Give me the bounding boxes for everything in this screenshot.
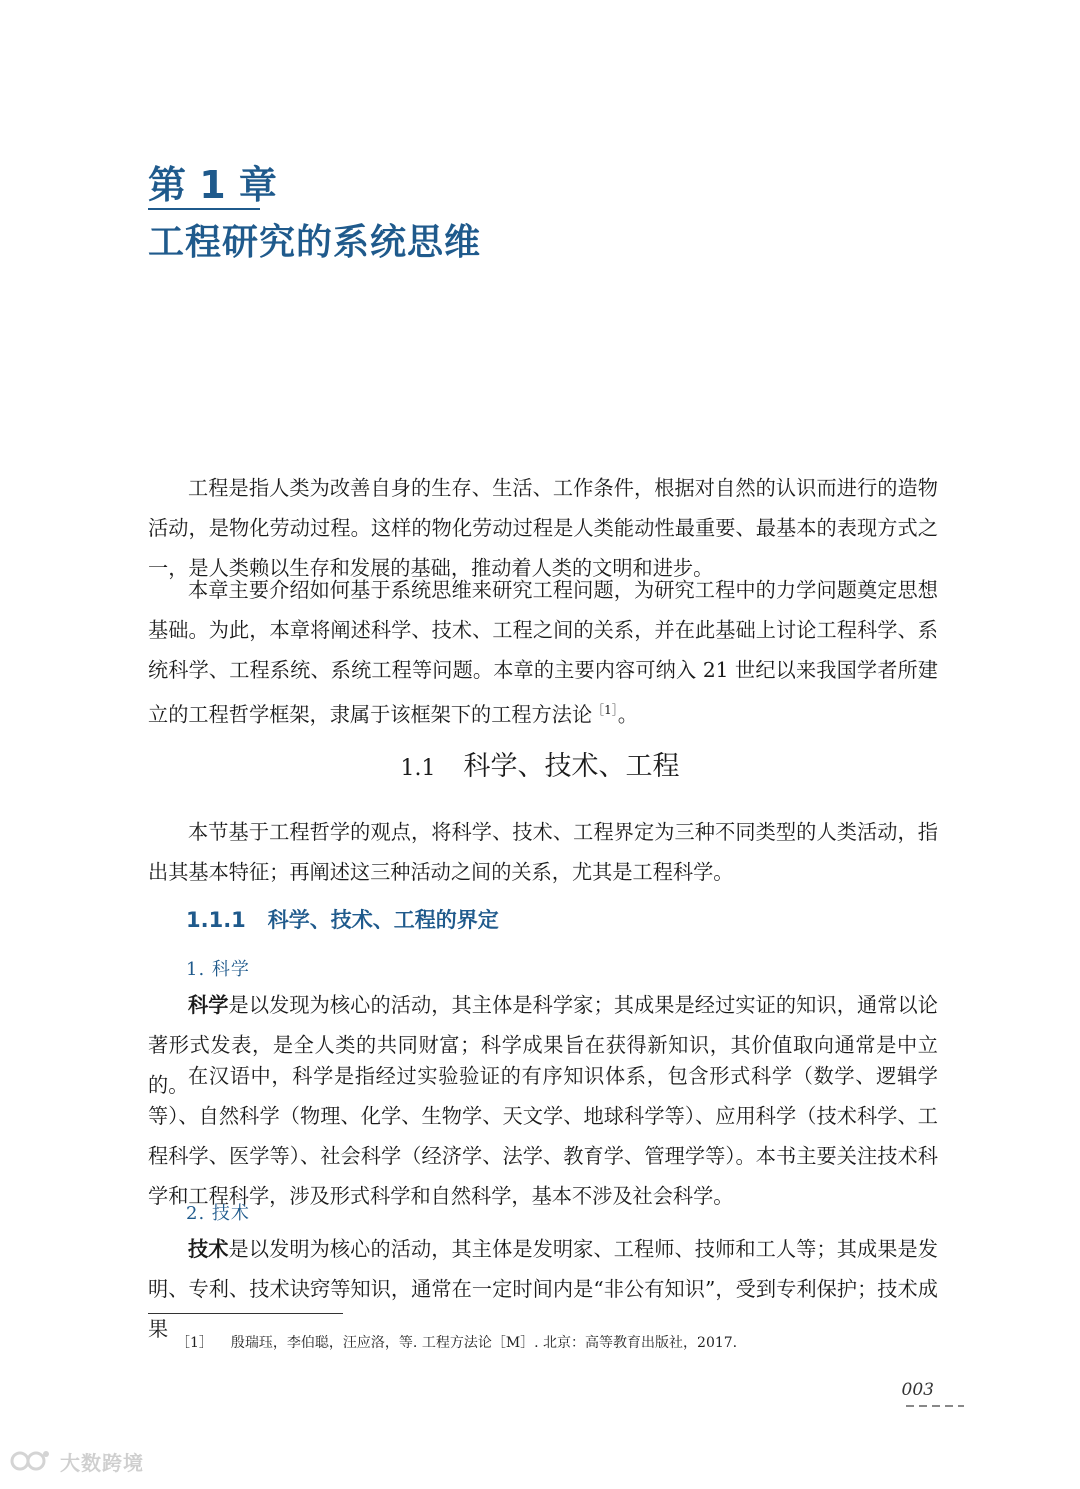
technology-paragraph-1-text: 是以发明为核心的活动，其主体是发明家、工程师、技师和工人等；其成果是发明、专利、技术诀窍等知识，通常在一定时间内是“非公有知识”，受到专利保护；技术成果	[148, 1237, 938, 1341]
intro-paragraph-2	[148, 570, 938, 735]
chapter-title: 工程研究的系统思维	[148, 222, 482, 263]
technology-paragraph-1	[148, 1229, 938, 1349]
section-title: 科学、技术、工程	[463, 751, 680, 782]
page-number: 003	[901, 1380, 934, 1400]
item-heading-science: 1. 科学	[186, 959, 250, 980]
science-paragraph-1-text: 是以发现为核心的活动，其主体是科学家；其成果是经过实证的知识，通常以论著形式发表，是全人类的共同财富；科学成果旨在获得新知识，其价值取向通常是中立的。	[148, 993, 938, 1097]
chapter-rule	[148, 208, 260, 210]
subsection-number: 1.1.1	[186, 908, 246, 932]
section-number: 1.1	[400, 756, 436, 781]
footnote	[176, 1332, 737, 1354]
section-intro-paragraph: 本节基于工程哲学的观点，将科学、技术、工程界定为三种不同类型的人类活动，指出其基本特征；再阐述这三种活动之间的关系，尤其是工程科学。	[148, 820, 938, 884]
subsection-title: 科学、技术、工程的界定	[267, 908, 499, 932]
technology-term: 技术	[188, 1237, 229, 1261]
intro-paragraph-1: 工程是指人类为改善自身的生存、生活、工作条件，根据对自然的认识而进行的造物活动，是物化劳动过程。这样的物化劳动过程是人类能动性最重要、最基本的表现方式之一，是人类赖以生存和发展的基础，推动着人类的文明和进步。	[148, 476, 938, 580]
watermark-text: 大数跨境	[60, 1450, 144, 1475]
item-heading-technology: 2. 技术	[186, 1203, 250, 1224]
intro-paragraph-2-text: 本章主要介绍如何基于系统思维来研究工程问题，为研究工程中的力学问题奠定思想基础。为此，本章将阐述科学、技术、工程之间的关系，并在此基础上讨论工程科学、系统科学、工程系统、系统工程等问题。本章的主要内容可纳入 21 世纪以来我国学者所建立的工程哲学框架，隶属于该框架下的工程方法论	[148, 578, 938, 727]
intro-paragraph-2-end: 。	[617, 702, 638, 727]
science-term: 科学	[188, 993, 229, 1017]
footnote-rule	[148, 1313, 343, 1314]
subsection-heading	[186, 900, 499, 940]
science-paragraph-2: 在汉语中，科学是指经过实验验证的有序知识体系，包含形式科学（数学、逻辑学等）、自然科学（物理、化学、生物学、天文学、地球科学等）、应用科学（技术科学、工程科学、医学等）、社会科学（经济学、法学、教育学、管理学等）。本书主要关注技术科学和工程科学，涉及形式科学和自然科学，基本不涉及社会科学。	[148, 1064, 938, 1208]
section-heading	[0, 745, 1080, 791]
footnote-text: 殷瑞珏，李伯聪，汪应洛，等. 工程方法论［M］. 北京：高等教育出版社，2017.	[230, 1335, 738, 1351]
watermark-logo-icon	[10, 1446, 52, 1476]
footnote-mark: ［1］	[176, 1335, 213, 1351]
page-number-dashes	[906, 1405, 964, 1407]
citation-ref: ［1］	[592, 703, 618, 717]
watermark	[10, 1444, 144, 1478]
chapter-label: 第 1 章	[148, 163, 277, 207]
